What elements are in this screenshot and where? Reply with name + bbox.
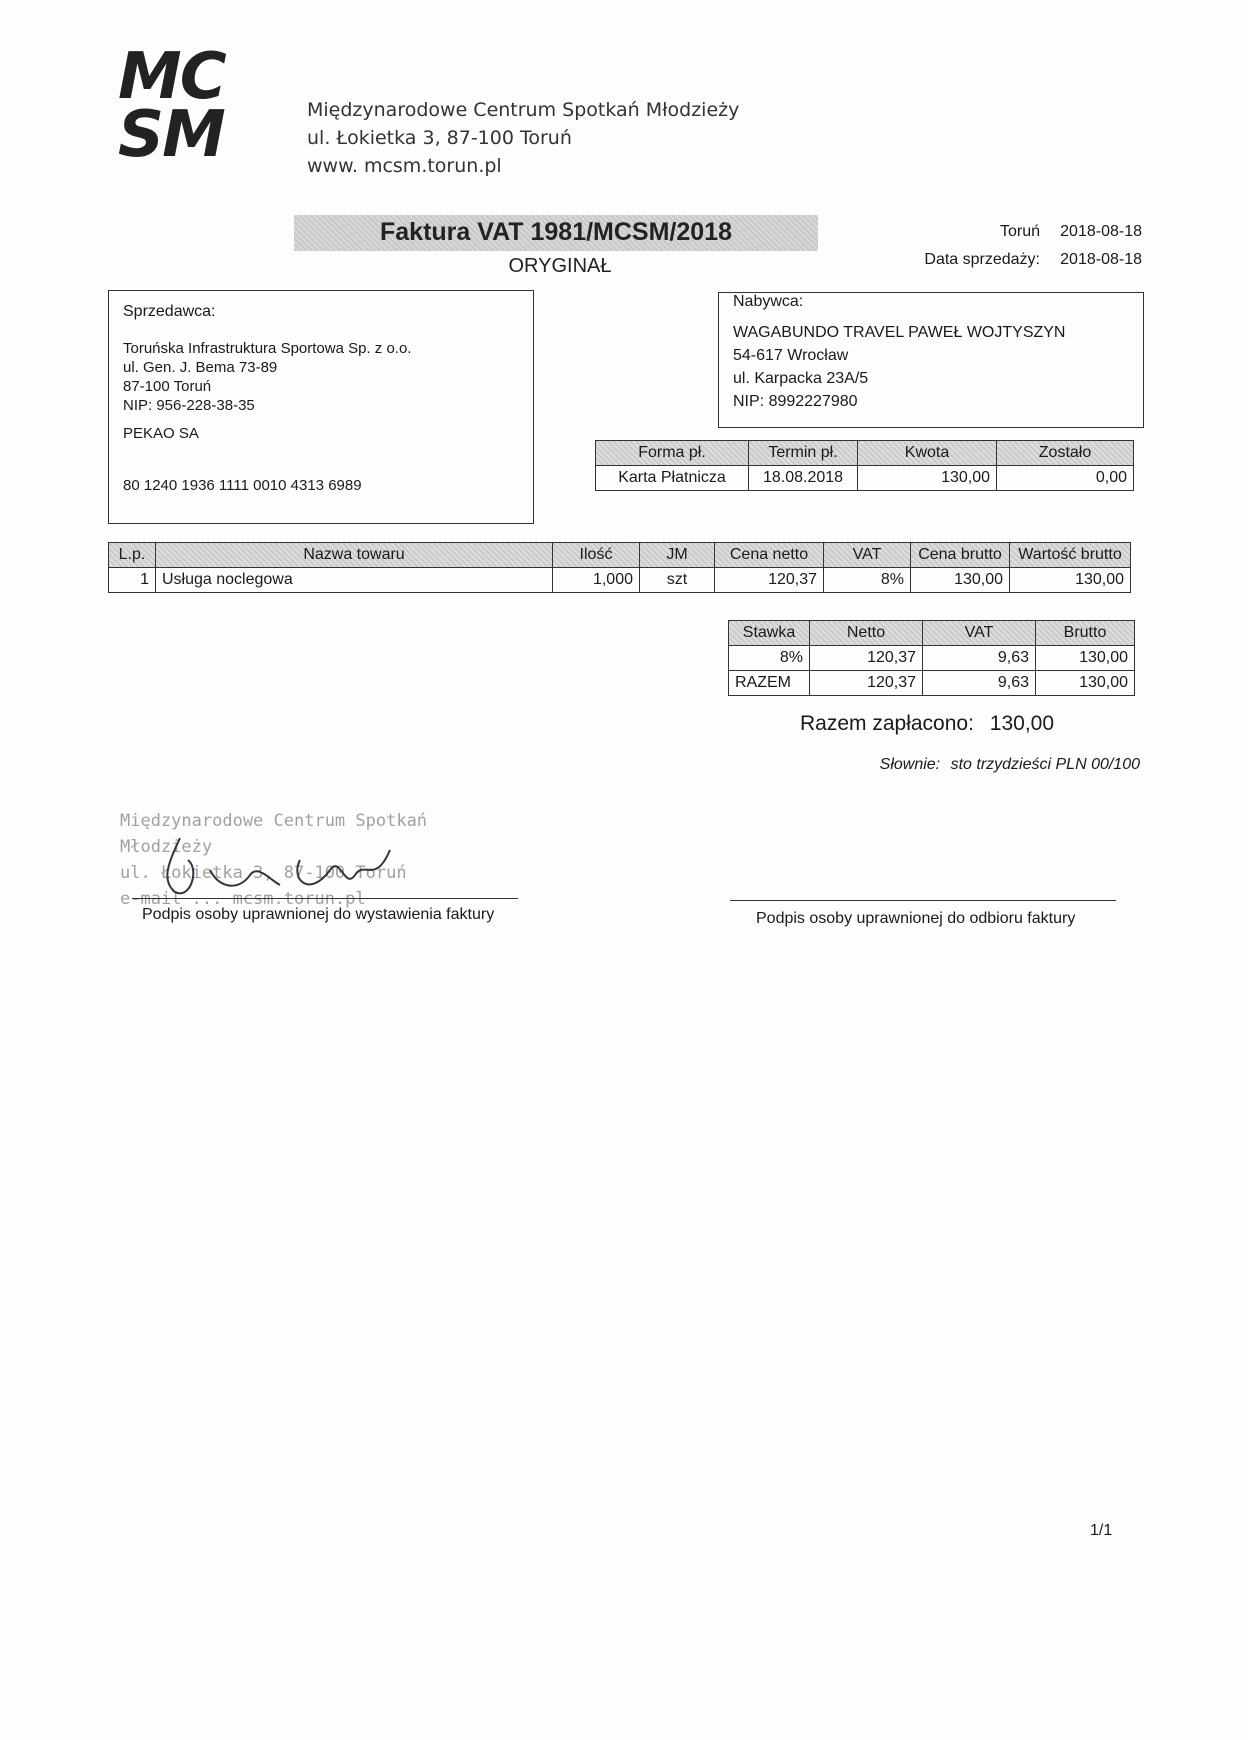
table-row	[109, 568, 1131, 593]
amount-in-words-value: sto trzydzieści PLN 00/100	[950, 756, 1140, 773]
issue-place: Toruń	[999, 223, 1040, 240]
item-net-price: 120,37	[715, 568, 824, 593]
logo	[118, 40, 278, 178]
items-header-qty: Ilość	[553, 543, 640, 568]
items-header-unit: JM	[640, 543, 715, 568]
seller-details	[123, 339, 411, 415]
stamp-line-2: ul. Łokietka 3, 87-100 Toruń	[120, 863, 407, 883]
items-header-net-price: Cena netto	[715, 543, 824, 568]
payment-header-remaining: Zostało	[997, 441, 1134, 466]
item-lp: 1	[109, 568, 156, 593]
item-gross-price: 130,00	[911, 568, 1010, 593]
stamp-line-1: Międzynarodowe Centrum Spotkań Młodzieży	[120, 811, 428, 857]
items-header-lp: L.p.	[109, 543, 156, 568]
item-gross-value: 130,00	[1010, 568, 1131, 593]
vat-total-label: RAZEM	[729, 671, 810, 696]
issuer-signature-label: Podpis osoby uprawnionej do wystawienia faktury	[142, 906, 495, 923]
vat-header-gross: Brutto	[1036, 621, 1135, 646]
vat-summary-table	[728, 620, 1135, 696]
org-website: www. mcsm.torun.pl	[307, 155, 502, 177]
total-paid	[800, 712, 1054, 736]
seller-account: 80 1240 1936 1111 0010 4313 6989	[123, 477, 362, 494]
seller-street: ul. Gen. J. Bema 73-89	[123, 359, 278, 376]
organization-header	[307, 96, 739, 180]
items-header-row	[109, 543, 1131, 568]
vat-rate: 8%	[729, 646, 810, 671]
seller-bank: PEKAO SA	[123, 425, 199, 442]
buyer-details	[733, 321, 1065, 413]
payment-header-method: Forma pł.	[596, 441, 749, 466]
logo-line-1: MC	[118, 40, 225, 114]
seller-name: Toruńska Infrastruktura Sportowa Sp. z o.o.	[123, 340, 412, 357]
vat-gross: 130,00	[1036, 646, 1135, 671]
seller-nip: NIP: 956-228-38-35	[123, 397, 255, 414]
table-row	[729, 671, 1135, 696]
payment-row	[596, 466, 1134, 491]
buyer-name: WAGABUNDO TRAVEL PAWEŁ WOJTYSZYN	[733, 324, 1066, 341]
items-header-name: Nazwa towaru	[156, 543, 553, 568]
buyer-street: ul. Karpacka 23A/5	[733, 370, 869, 387]
vat-header-rate: Stawka	[729, 621, 810, 646]
seller-label: Sprzedawca:	[123, 303, 216, 320]
payment-table	[595, 440, 1134, 491]
items-header-gross-price: Cena brutto	[911, 543, 1010, 568]
vat-header-vat: VAT	[923, 621, 1036, 646]
item-vat: 8%	[824, 568, 911, 593]
payment-amount: 130,00	[858, 466, 997, 491]
item-unit: szt	[640, 568, 715, 593]
invoice-dates	[924, 218, 1142, 274]
vat-total-gross: 130,00	[1036, 671, 1135, 696]
receiver-signature-label: Podpis osoby uprawnionej do odbioru faktury	[756, 910, 1076, 927]
buyer-city: 54-617 Wrocław	[733, 347, 849, 364]
items-table	[108, 542, 1131, 593]
vat-total-net: 120,37	[810, 671, 923, 696]
org-address: ul. Łokietka 3, 87-100 Toruń	[307, 127, 572, 149]
issuer-signature-line	[132, 898, 518, 899]
stamp-line-3: e-mail ... mcsm.torun.pl	[120, 889, 366, 909]
invoice-copy-label: ORYGINAŁ	[508, 255, 612, 277]
logo-line-2: SM	[118, 98, 224, 172]
items-header-vat: VAT	[824, 543, 911, 568]
org-name: Międzynarodowe Centrum Spotkań Młodzieży	[307, 99, 740, 121]
vat-header-row	[729, 621, 1135, 646]
handwritten-signature	[140, 830, 440, 902]
table-row	[729, 646, 1135, 671]
buyer-nip: NIP: 8992227980	[733, 393, 858, 410]
amount-in-words	[880, 756, 1140, 774]
sale-date-row	[924, 246, 1142, 274]
issue-date: 2018-08-18	[1060, 223, 1142, 240]
issue-date-row	[924, 218, 1142, 246]
seller-city: 87-100 Toruń	[123, 378, 212, 395]
payment-header-amount: Kwota	[858, 441, 997, 466]
page-number: 1/1	[1090, 1522, 1113, 1539]
vat-net: 120,37	[810, 646, 923, 671]
buyer-label: Nabywca:	[733, 293, 804, 310]
payment-header-row	[596, 441, 1134, 466]
vat-header-net: Netto	[810, 621, 923, 646]
buyer-box	[718, 292, 1144, 428]
vat-total-amount: 9,63	[923, 671, 1036, 696]
receiver-signature-line	[730, 900, 1116, 901]
sale-date: 2018-08-18	[1060, 251, 1142, 268]
item-qty: 1,000	[553, 568, 640, 593]
total-paid-value: 130,00	[989, 712, 1055, 735]
total-paid-label: Razem zapłacono:	[800, 712, 974, 735]
payment-due-date: 18.08.2018	[749, 466, 858, 491]
amount-in-words-label: Słownie:	[879, 756, 941, 773]
invoice-title: Faktura VAT 1981/MCSM/2018	[380, 218, 732, 246]
payment-remaining: 0,00	[997, 466, 1134, 491]
item-name: Usługa noclegowa	[156, 568, 553, 593]
sale-date-label: Data sprzedaży:	[924, 251, 1040, 268]
payment-method: Karta Płatnicza	[596, 466, 749, 491]
items-header-gross-value: Wartość brutto	[1010, 543, 1131, 568]
seller-box	[108, 290, 534, 524]
vat-amount: 9,63	[923, 646, 1036, 671]
payment-header-due: Termin pł.	[749, 441, 858, 466]
